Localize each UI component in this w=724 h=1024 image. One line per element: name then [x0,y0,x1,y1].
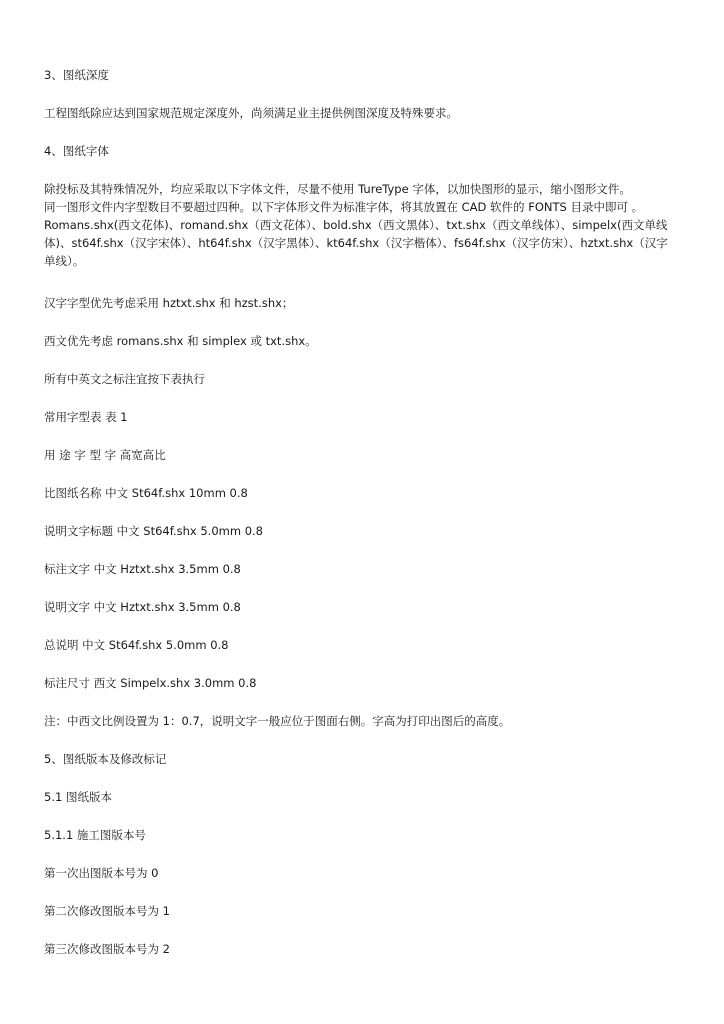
section-heading-5: 5、图纸版本及修改标记 [44,752,167,766]
table-header-row: 用 途 字 型 字 高宽高比 [44,448,166,462]
table-row: 标注尺寸 西文 Simpelx.shx 3.0mm 0.8 [44,676,257,690]
table-row: 比图纸名称 中文 St64f.shx 10mm 0.8 [44,486,248,500]
section-heading-3: 3、图纸深度 [44,68,109,82]
table-caption: 常用字型表 表 1 [44,410,128,424]
version-line: 第一次出图版本号为 0 [44,866,159,880]
paragraph-fonts-line: 单线）。 [44,254,85,268]
paragraph-depth: 工程图纸除应达到国家规范规定深度外，尚须满足业主提供例图深度及特殊要求。 [44,106,458,120]
paragraph-fonts-line: 体)、st64f.shx（汉字宋体）、ht64f.shx（汉字黑体）、kt64f.shx（汉字楷体）、fs64f.shx（汉字仿宋）、hztxt.shx（汉字 [44,236,668,250]
version-line: 第二次修改图版本号为 1 [44,904,170,918]
table-row: 说明文字 中文 Hztxt.shx 3.5mm 0.8 [44,600,241,614]
paragraph-fonts [44,180,684,270]
section-heading-5-1-1: 5.1.1 施工图版本号 [44,828,146,842]
western-font-preference: 西文优先考虑 romans.shx 和 simplex 或 txt.shx。 [44,334,317,348]
version-line: 第三次修改图版本号为 2 [44,942,170,956]
paragraph-fonts-line: Romans.shx(西文花体)、romand.shx（西文花体）、bold.shx（西文黑体）、txt.shx（西文单线体）、simpelx(西文单线 [44,218,668,232]
chinese-font-preference: 汉字字型优先考虑采用 hztxt.shx 和 hzst.shx； [44,296,294,310]
table-intro: 所有中英文之标注宜按下表执行 [44,372,205,386]
note: 注：中西文比例设置为 1：0.7，说明文字一般应位于图面右侧。字高为打印出图后的高度。 [44,714,511,728]
table-row: 说明文字标题 中文 St64f.shx 5.0mm 0.8 [44,524,263,538]
table-row: 标注文字 中文 Hztxt.shx 3.5mm 0.8 [44,562,241,576]
section-heading-5-1: 5.1 图纸版本 [44,790,112,804]
paragraph-fonts-line: 除投标及其特殊情况外，均应采取以下字体文件，尽量不使用 TureType 字体，以加快图形的显示，缩小图形文件。 [44,182,631,196]
table-row: 总说明 中文 St64f.shx 5.0mm 0.8 [44,638,229,652]
paragraph-fonts-line: 同一图形文件内字型数目不要超过四种。以下字体形文件为标准字体，将其放置在 CAD 软件的 FONTS 目录中即可 。 [44,200,644,214]
section-heading-4: 4、图纸字体 [44,144,109,158]
